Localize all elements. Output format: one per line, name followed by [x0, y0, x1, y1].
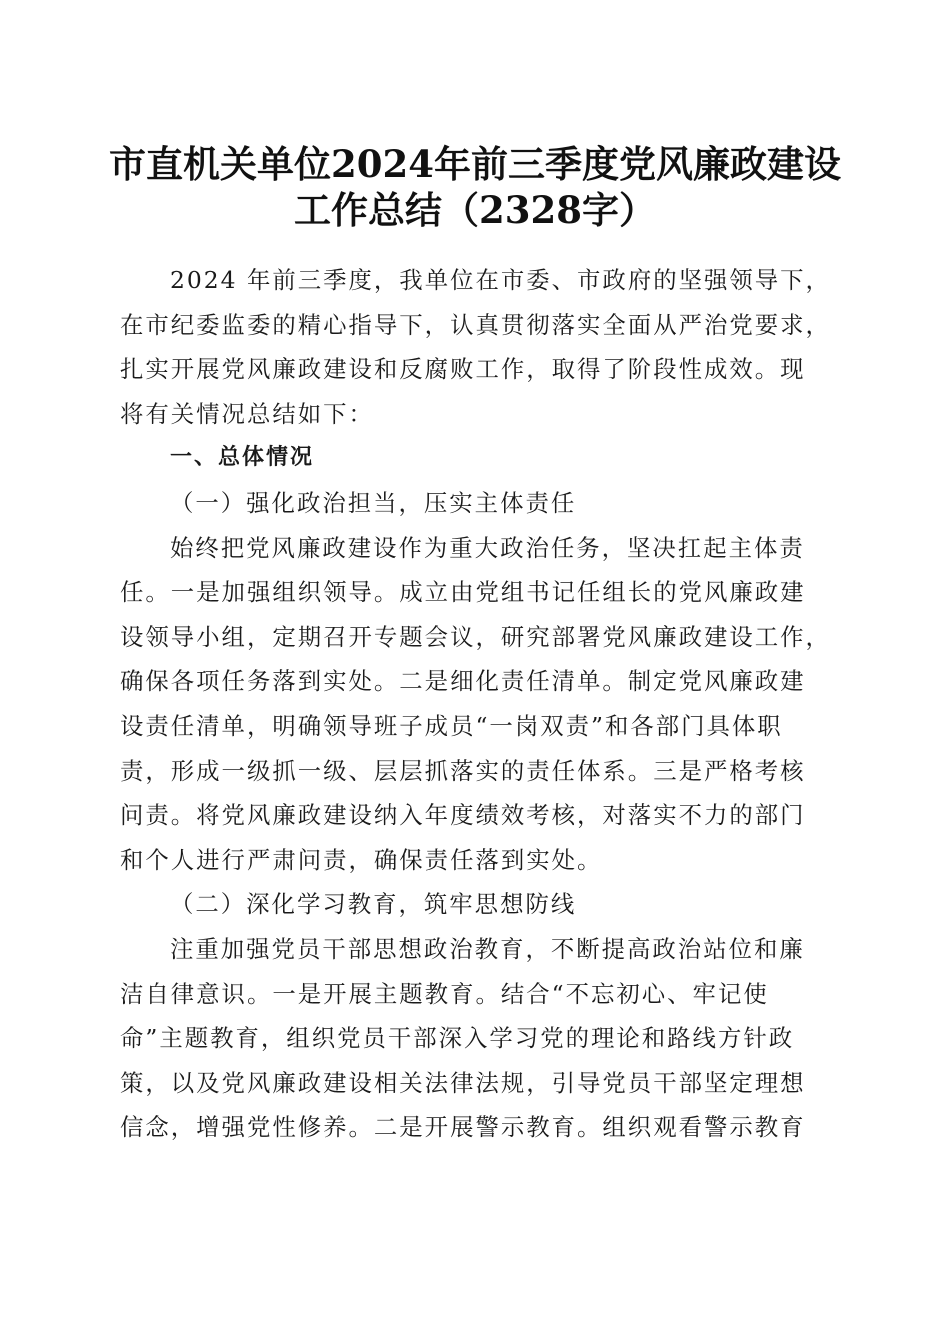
- document-title-line-2: 工作总结（2328字）: [294, 188, 656, 232]
- body-line: 设责任清单，明确领导班子成员“一岗双责”和各部门具体职: [120, 711, 783, 740]
- body-line: 将有关情况总结如下：: [120, 399, 374, 428]
- section-heading: 一、总体情况: [170, 445, 315, 471]
- body-line: 在市纪委监委的精心指导下，认真贯彻落实全面从严治党要求，: [120, 310, 831, 339]
- body-line: 问责。将党风廉政建设纳入年度绩效考核，对落实不力的部门: [120, 801, 806, 830]
- subsection-heading: （二）深化学习教育，筑牢思想防线: [170, 890, 577, 919]
- body-line: 注重加强党员干部思想政治教育，不断提高政治站位和廉: [170, 934, 805, 963]
- body-line: 信念，增强党性修养。二是开展警示教育。组织观看警示教育: [120, 1113, 806, 1142]
- document-title-line-1: 市直机关单位2024年前三季度党风廉政建设: [109, 142, 841, 186]
- body-line: 始终把党风廉政建设作为重大政治任务，坚决扛起主体责: [170, 533, 805, 562]
- body-line: 确保各项任务落到实处。二是细化责任清单。制定党风廉政建: [120, 667, 806, 696]
- body-line: 洁自律意识。一是开展主题教育。结合“不忘初心、牢记使: [120, 979, 769, 1008]
- body-line: 扎实开展党风廉政建设和反腐败工作，取得了阶段性成效。现: [120, 355, 806, 384]
- subsection-heading: （一）强化政治担当，压实主体责任: [170, 488, 577, 517]
- body-line: 责，形成一级抓一级、层层抓落实的责任体系。三是严格考核: [120, 756, 806, 785]
- body-line: 2024 年前三季度，我单位在市委、市政府的坚强领导下，: [170, 266, 831, 294]
- body-line: 设领导小组，定期召开专题会议，研究部署党风廉政建设工作，: [120, 622, 831, 651]
- body-line: 策，以及党风廉政建设相关法律法规，引导党员干部坚定理想: [120, 1068, 806, 1097]
- body-line: 命”主题教育，组织党员干部深入学习党的理论和路线方针政: [120, 1024, 795, 1053]
- body-line: 和个人进行严肃问责，确保责任落到实处。: [120, 845, 603, 874]
- body-line: 任。一是加强组织领导。成立由党组书记任组长的党风廉政建: [120, 578, 806, 607]
- document-body: [120, 258, 832, 1150]
